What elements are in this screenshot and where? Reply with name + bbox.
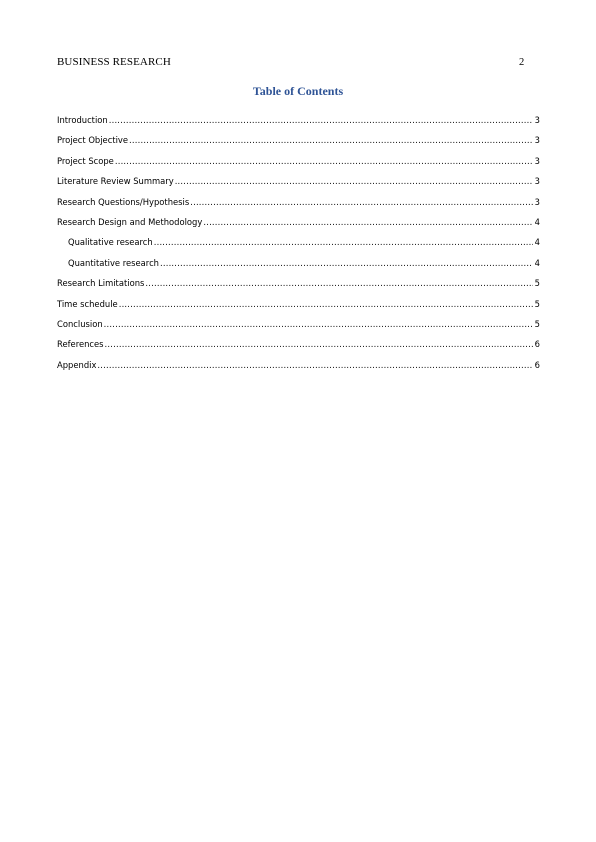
toc-entry-time-schedule[interactable] (57, 299, 540, 319)
toc-entry-page: 3 (534, 155, 540, 166)
toc-title: Table of Contents (252, 84, 344, 98)
toc-entry-label: Quantitative research (68, 257, 159, 268)
toc-entry-page: 4 (534, 257, 540, 268)
toc-entry-label: Qualitative research (68, 237, 153, 248)
toc-entry-research-limitations[interactable] (57, 278, 540, 298)
toc-entry-label: Conclusion (57, 318, 103, 329)
toc-entry-page: 3 (534, 115, 540, 125)
toc-entry-label: Introduction (57, 115, 108, 125)
toc-entry-label: References (57, 339, 104, 350)
toc-entry-label: Appendix (57, 359, 97, 370)
toc-entry-label: Project Scope (57, 155, 114, 166)
toc-entry-project-objective[interactable] (57, 135, 540, 155)
toc-entry-quantitative-research[interactable] (57, 258, 540, 278)
toc-dot-leader (129, 135, 533, 145)
toc-entry-page: 5 (534, 298, 540, 309)
toc-entry-label: Literature Review Summary (57, 176, 174, 187)
toc-dot-leader (154, 237, 533, 247)
toc-dot-leader (160, 258, 533, 268)
toc-entry-page: 4 (534, 216, 540, 227)
toc-dot-leader (109, 115, 533, 125)
toc-entry-qualitative-research[interactable] (57, 237, 540, 257)
toc-dot-leader (203, 217, 533, 227)
toc-dot-leader (175, 176, 533, 186)
toc-dot-leader (190, 197, 533, 207)
running-head: BUSINESS RESEARCH (57, 56, 171, 68)
toc-entry-label: Research Design and Methodology (57, 216, 203, 227)
toc-dot-leader (119, 299, 533, 309)
table-of-contents (57, 115, 540, 380)
toc-entry-label: Project Objective (57, 135, 129, 146)
page-number: 2 (519, 57, 525, 68)
toc-entry-page: 4 (534, 237, 540, 248)
toc-entry-label: Time schedule (57, 298, 118, 309)
toc-dot-leader (115, 156, 533, 166)
toc-entry-page: 6 (534, 339, 540, 350)
toc-entry-page: 3 (534, 196, 540, 207)
toc-entry-project-scope[interactable] (57, 156, 540, 176)
toc-entry-page: 3 (534, 176, 540, 187)
toc-dot-leader (97, 360, 533, 370)
toc-entry-research-questions[interactable] (57, 197, 540, 217)
toc-entry-label: Research Questions/Hypothesis (57, 196, 190, 207)
toc-entry-literature-review-summary[interactable] (57, 176, 540, 196)
toc-entry-page: 5 (534, 318, 540, 329)
toc-dot-leader (104, 319, 533, 329)
toc-entry-introduction[interactable] (57, 115, 540, 135)
toc-dot-leader (145, 278, 533, 288)
toc-dot-leader (105, 339, 533, 349)
toc-entry-research-design[interactable] (57, 217, 540, 237)
toc-entry-label: Research Limitations (57, 278, 145, 289)
toc-entry-page: 5 (534, 278, 540, 289)
toc-entry-page: 3 (534, 135, 540, 146)
toc-entry-page: 6 (534, 359, 540, 370)
toc-entry-references[interactable] (57, 339, 540, 359)
toc-entry-conclusion[interactable] (57, 319, 540, 339)
toc-entry-appendix[interactable] (57, 360, 540, 380)
